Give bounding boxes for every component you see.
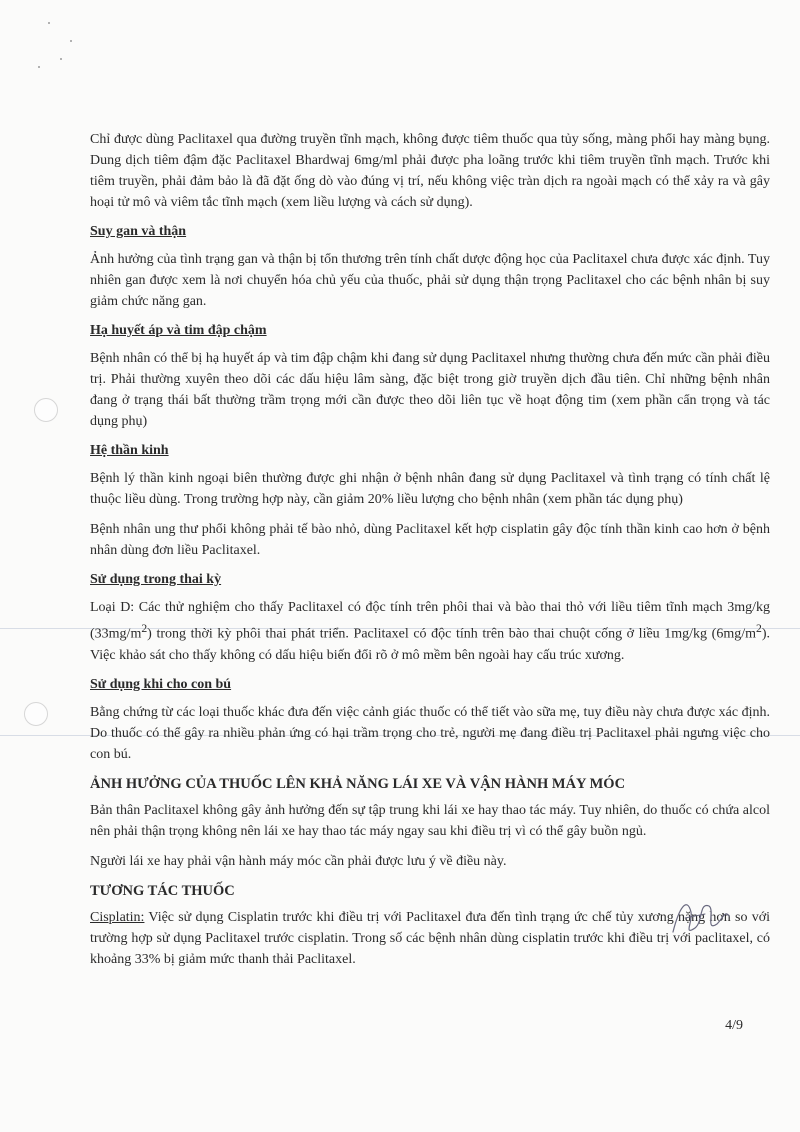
intro-paragraph: Chỉ được dùng Paclitaxel qua đường truyền tĩnh mạch, không được tiêm thuốc qua tủy sống, màng phổi hay màng bụng. Dung dịch tiêm đậm đặc Paclitaxel Bhardwaj 6mg/ml phải được pha loãng trước khi tiêm truyền tĩnh mạch. Trước khi tiêm truyền, phải đảm bảo là đã đặt ống dò vào đúng vị trí, nếu không việc tràn dịch ra ngoài mạch có thể xảy ra và gây hoại tử mô và viêm tắc tĩnh mạch (xem liều lượng và cách sử dụng). (90, 132, 770, 210)
document-body (90, 129, 770, 979)
pregnancy-text-a: Loại D: Các thử nghiệm cho thấy Paclitaxel có độc tính trên phôi thai và bào thai thỏ với liều tiêm tĩnh mạch 3mg/kg (33mg/m (90, 600, 770, 642)
nervous-paragraph-2: Bệnh nhân ung thư phổi không phải tế bào nhỏ, dùng Paclitaxel kết hợp cisplatin gây độc tính thần kinh cao hơn ở bệnh nhân dùng đơn liều Paclitaxel. (90, 522, 770, 558)
superscript: 2 (756, 622, 762, 635)
cisplatin-label: Cisplatin: (90, 909, 145, 925)
driving-paragraph-2: Người lái xe hay phải vận hành máy móc cần phải được lưu ý về điều này. (90, 853, 507, 869)
pregnancy-paragraph (90, 597, 770, 666)
scan-speck (48, 22, 50, 24)
heading-breastfeeding: Sử dụng khi cho con bú (90, 676, 232, 692)
cisplatin-text: Việc sử dụng Cisplatin trước khi điều trị với Paclitaxel đưa đến tình trạng ức chế tủy xương nặng hơn so với trường hợp sử dụng Paclitaxel trước cisplatin. Trong số các bệnh nhân dùng cisplatin trước khi điều trị với paclitaxel, có khoảng 33% bị giảm mức thanh thải Paclitaxel. (90, 909, 770, 967)
scan-speck (60, 58, 62, 60)
heading-liver-kidney: Suy gan và thận (90, 224, 187, 239)
punch-hole-top (34, 398, 58, 422)
heading-pregnancy: Sử dụng trong thai kỳ (90, 572, 222, 587)
section-title-interactions: TƯƠNG TÁC THUỐC (90, 882, 235, 899)
page-number: 4/9 (725, 1018, 743, 1033)
heading-nervous-system: Hệ thần kinh (90, 443, 169, 458)
pregnancy-text-b: ) trong thời kỳ phôi thai phát triển. Paclitaxel có độc tính trên bào thai chuột cống ở liều 1mg/kg (6mg/m (147, 626, 756, 642)
liver-kidney-paragraph: Ảnh hưởng của tình trạng gan và thận bị tổn thương trên tính chất dược động học của Paclitaxel chưa được xác định. Tuy nhiên gan được xem là nơi chuyển hóa chủ yếu của thuốc, phải sử dụng thận trọng Paclitaxel cho các bệnh nhân bị suy giảm chức năng gan. (90, 252, 770, 309)
section-title-driving: ẢNH HƯỞNG CỦA THUỐC LÊN KHẢ NĂNG LÁI XE VÀ VẬN HÀNH MÁY MÓC (90, 775, 626, 792)
punch-hole-bottom (24, 702, 48, 726)
nervous-paragraph-1: Bệnh lý thần kinh ngoại biên thường được ghi nhận ở bệnh nhân đang sử dụng Paclitaxel và tình trạng có tính chất lệ thuộc liều dùng. Trong trường hợp này, cần giảm 20% liều lượng cho bệnh nhân (xem phần tác dụng phụ) (90, 471, 770, 507)
scan-speck (70, 40, 72, 42)
signature-mark (665, 888, 735, 948)
breastfeeding-paragraph: Bằng chứng từ các loại thuốc khác đưa đến việc cảnh giác thuốc có thể tiết vào sữa mẹ, tuy điều này chưa được xác định. Do thuốc có thể gây ra nhiều phản ứng có hại trầm trọng cho trẻ, người mẹ đang điều trị Paclitaxel phải ngưng việc cho con bú. (90, 704, 770, 762)
hypotension-paragraph: Bệnh nhân có thể bị hạ huyết áp và tim đập chậm khi đang sử dụng Paclitaxel nhưng thường chưa đến mức cần phải điều trị. Phải thường xuyên theo dõi các dấu hiệu lâm sàng, đặc biệt trong giờ truyền dịch đầu tiên. Chỉ những bệnh nhân đang ở trạng thái bất thường trầm trọng mới cần được theo dõi liên tục về hoạt động tim (xem phần cẩn trọng và tác dụng phụ) (90, 351, 770, 429)
heading-hypotension: Hạ huyết áp và tim đập chậm (90, 323, 267, 338)
pregnancy-text-c: ). Việc khảo sát cho thấy không có dấu hiệu biến đổi rõ ở mô mềm bên ngoài hay cấu trúc xương. (90, 626, 770, 663)
superscript: 2 (141, 622, 148, 635)
scan-speck (38, 66, 40, 68)
driving-paragraph-1: Bản thân Paclitaxel không gây ảnh hưởng đến sự tập trung khi lái xe hay thao tác máy. Tuy nhiên, do thuốc có chứa alcol nên phải thận trọng không nên lái xe hay thao tác máy ngay sau khi điều trị vì có thể gây buồn ngủ. (90, 802, 770, 839)
